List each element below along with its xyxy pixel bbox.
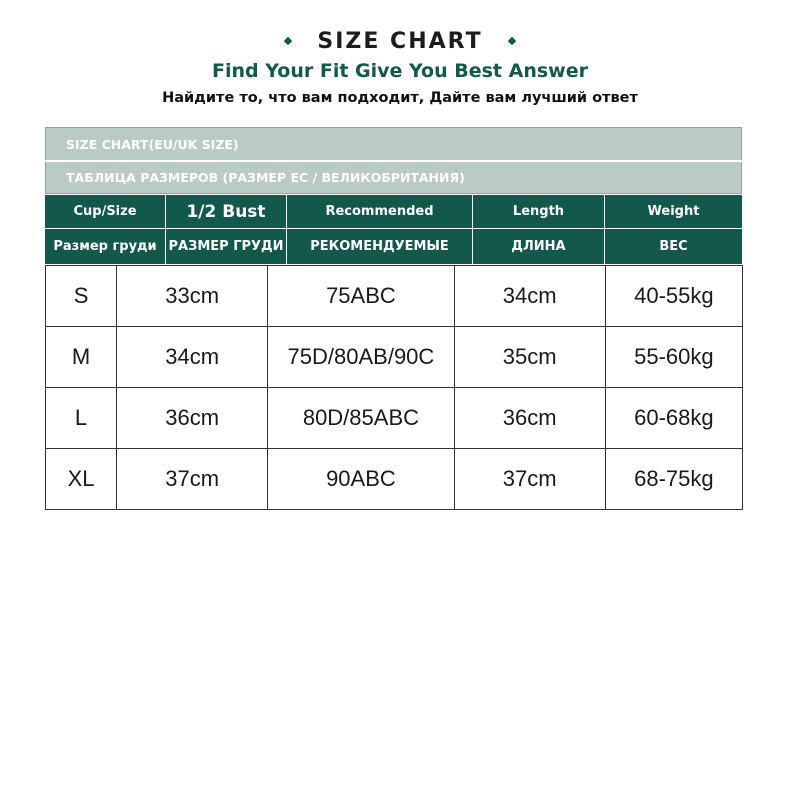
column-header-ru-cup-size: Размер груди: [45, 229, 166, 264]
size-cell: M: [46, 327, 117, 388]
recommended-cell: 90ABC: [268, 449, 454, 510]
header-row-ru: [45, 229, 742, 264]
column-header-ru-recommended: РЕКОМЕНДУЕМЫЕ: [287, 229, 473, 264]
length-cell: 35cm: [454, 327, 605, 388]
weight-cell: 68-75kg: [605, 449, 742, 510]
table-row: [46, 388, 743, 449]
size-cell: S: [46, 266, 117, 327]
title-row: [0, 24, 800, 58]
length-cell: 37cm: [454, 449, 605, 510]
diamond-icon-left: [284, 37, 292, 45]
subtitle-ru: Найдите то, что вам подходит, Дайте вам лучший ответ: [162, 90, 638, 106]
column-header-weight: Weight: [647, 204, 700, 219]
size-table: [45, 265, 743, 510]
half-bust-cell: 33cm: [117, 266, 268, 327]
length-cell: 34cm: [454, 266, 605, 327]
column-header-ru-weight: ВЕС: [659, 239, 688, 254]
column-header-recommended: Recommended: [287, 195, 473, 228]
column-header-length: Length: [473, 195, 605, 228]
weight-cell: 60-68kg: [605, 388, 742, 449]
half-bust-cell: 34cm: [117, 327, 268, 388]
recommended-cell: 80D/85ABC: [268, 388, 454, 449]
weight-cell: 55-60kg: [605, 327, 742, 388]
diamond-icon-right: [507, 37, 515, 45]
size-chart-banner-en: SIZE CHART(EU/UK SIZE): [45, 127, 742, 160]
column-header-half-bust: 1/2 Bust: [166, 195, 287, 228]
size-cell: L: [46, 388, 117, 449]
size-chart-banner-ru: ТАБЛИЦА РАЗМЕРОВ (РАЗМЕР ЕС / ВЕЛИКОБРИТАНИЯ): [45, 162, 742, 194]
recommended-cell: 75ABC: [268, 266, 454, 327]
half-bust-cell: 36cm: [117, 388, 268, 449]
size-cell: XL: [46, 449, 117, 510]
column-header-ru-length: ДЛИНА: [473, 229, 605, 264]
table-row: [46, 266, 743, 327]
half-bust-cell: 37cm: [117, 449, 268, 510]
table-row: [46, 327, 743, 388]
table-row: [46, 449, 743, 510]
header-row-en: [45, 195, 742, 229]
subtitle: Find Your Fit Give You Best Answer: [212, 60, 588, 82]
page-title: SIZE CHART: [317, 28, 483, 54]
recommended-cell: 75D/80AB/90C: [268, 327, 454, 388]
column-header-ru-half-bust: РАЗМЕР ГРУДИ: [166, 229, 287, 264]
column-header-cup-size: Cup/Size: [45, 195, 166, 228]
length-cell: 36cm: [454, 388, 605, 449]
weight-cell: 40-55kg: [605, 266, 742, 327]
